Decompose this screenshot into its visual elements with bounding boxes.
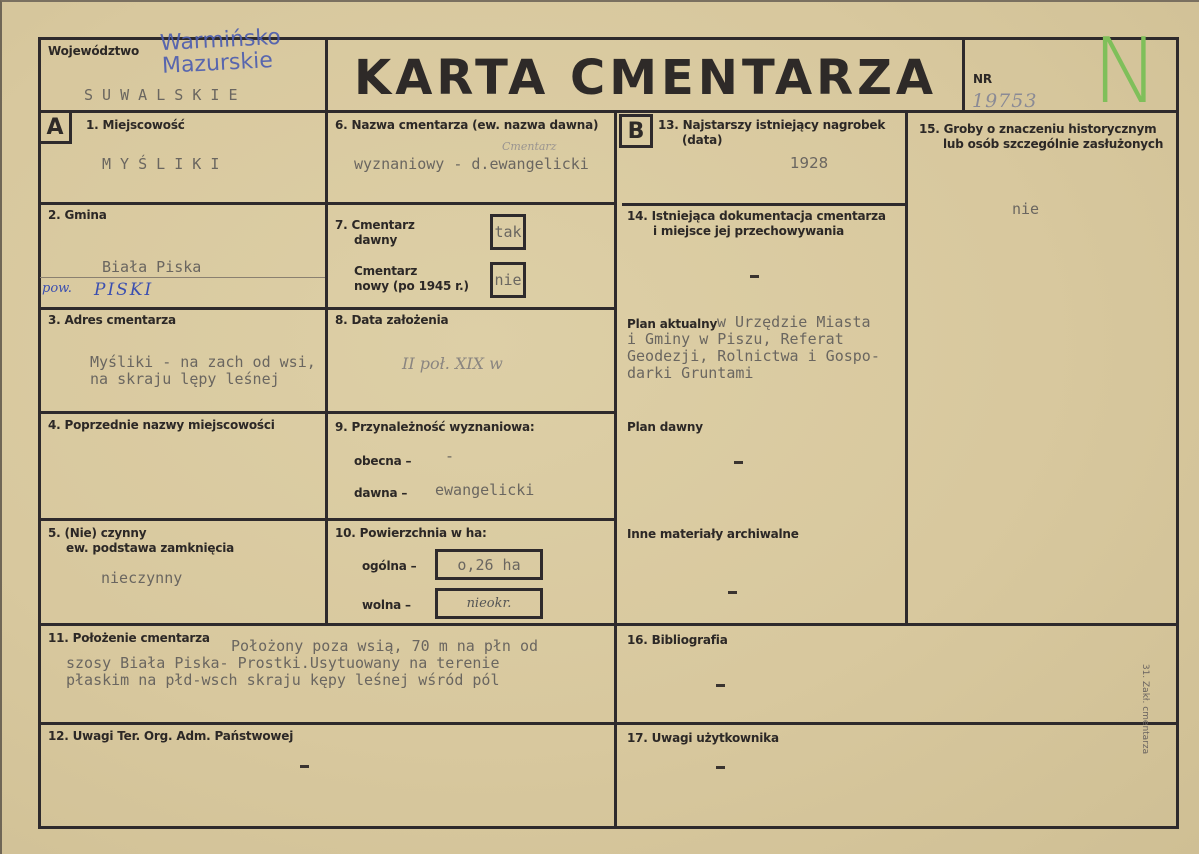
field8-label: 8. Data założenia bbox=[335, 313, 449, 327]
field10-free-box: nieokr. bbox=[435, 588, 543, 619]
field2-label: 2. Gmina bbox=[48, 208, 107, 222]
nr-value: 19753 bbox=[972, 90, 1038, 112]
field9-former-value: ewangelicki bbox=[435, 481, 535, 499]
field14-label-line2: i miejsce jej przechowywania bbox=[653, 224, 845, 238]
field15-label-line2: lub osób szczególnie zasłużonych bbox=[943, 137, 1164, 151]
frame-left bbox=[38, 37, 41, 829]
wojewodztwo-value: S U W A L S K I E bbox=[84, 86, 238, 104]
field6-handwritten-note: Cmentarz bbox=[502, 140, 557, 153]
field7-label-new-line1: Cmentarz bbox=[354, 264, 418, 278]
field9-current-value: - bbox=[445, 447, 455, 465]
plan-current-line3: Geodezji, Rolnictwa i Gospo- bbox=[627, 347, 880, 365]
field5-label-line1: 5. (Nie) czynny bbox=[48, 526, 147, 540]
field7-label-old-line2: dawny bbox=[354, 233, 398, 247]
field7-old-box: tak bbox=[490, 214, 526, 250]
field13-label-line2: (data) bbox=[682, 133, 723, 147]
col-3-4 bbox=[905, 110, 908, 626]
field1-label: 1. Miejscowość bbox=[86, 118, 185, 132]
field16-dash bbox=[716, 684, 725, 687]
field5-label-line2: ew. podstawa zamknięcia bbox=[66, 541, 235, 555]
col-2-3 bbox=[614, 110, 617, 828]
col-1-2 bbox=[325, 110, 328, 626]
field17-label: 17. Uwagi użytkownika bbox=[627, 731, 779, 745]
plan-current-line2: i Gminy w Piszu, Referat bbox=[627, 330, 844, 348]
field6-value: wyznaniowy - d.ewangelicki bbox=[354, 155, 589, 173]
field15-label-line1: 15. Groby o znaczeniu historycznym bbox=[919, 122, 1157, 136]
field3-value-line2: na skraju lępy leśnej bbox=[90, 370, 280, 388]
field6-label: 6. Nazwa cmentarza (ew. nazwa dawna) bbox=[335, 118, 599, 132]
plan-old-label: Plan dawny bbox=[627, 420, 703, 434]
field2-value: Biała Piska bbox=[102, 258, 202, 276]
field7-new-box: nie bbox=[490, 262, 526, 298]
field12-dash bbox=[300, 765, 309, 768]
frame-right bbox=[1176, 37, 1179, 829]
stamp-line1: Warmińsko bbox=[159, 24, 282, 57]
field10-label: 10. Powierzchnia w ha: bbox=[335, 526, 487, 540]
field10-total-label: ogólna – bbox=[362, 559, 417, 573]
field8-value: II poł. XIX w bbox=[402, 354, 503, 373]
page-title: KARTA CMENTARZA bbox=[354, 50, 938, 106]
field9-former-label: dawna – bbox=[354, 486, 408, 500]
field11-label: 11. Położenie cmentarza bbox=[48, 631, 210, 645]
field10-total-box: o,26 ha bbox=[435, 549, 543, 580]
field13-label-line1: 13. Najstarszy istniejący nagrobek bbox=[658, 118, 886, 132]
field10-free-label: wolna – bbox=[362, 598, 411, 612]
field9-current-label: obecna – bbox=[354, 454, 412, 468]
field5-value: nieczynny bbox=[101, 569, 183, 587]
field11-value-line3: płaskim na płd-wsch skraju kępy leśnej wśród pól bbox=[66, 671, 500, 689]
row-mid bbox=[38, 623, 1179, 626]
field2-handwritten-prefix: pow. bbox=[42, 281, 72, 296]
field11-value-line1: Położony poza wsią, 70 m na płn od bbox=[231, 637, 539, 655]
field3-label: 3. Adres cmentarza bbox=[48, 313, 176, 327]
plan-current-label: Plan aktualny bbox=[627, 317, 718, 331]
field2-handwritten-value: PISKI bbox=[94, 280, 154, 300]
header-col2 bbox=[962, 37, 965, 112]
field11-value-line2: szosy Biała Piska- Prostki.Usytuowany na terenie bbox=[66, 654, 500, 672]
field15-value: nie bbox=[1012, 200, 1040, 218]
plan-current-line4: darki Gruntami bbox=[627, 364, 754, 382]
printer-mark: 31. Zakł. cmentarza bbox=[1140, 663, 1150, 755]
field7-label-new-line2: nowy (po 1945 r.) bbox=[354, 279, 469, 293]
field7-label-old-line1: 7. Cmentarz bbox=[335, 218, 415, 232]
stamp-line2: Mazurskie bbox=[161, 48, 274, 79]
field14-label-line1: 14. Istniejąca dokumentacja cmentarza bbox=[627, 209, 886, 223]
row-lower bbox=[38, 722, 1179, 725]
field13-value: 1928 bbox=[790, 154, 829, 172]
field9-label: 9. Przynależność wyznaniowa: bbox=[335, 420, 535, 434]
row-a-3 bbox=[38, 411, 616, 414]
field17-dash bbox=[716, 766, 725, 769]
row-a-2 bbox=[38, 307, 616, 310]
other-materials-dash bbox=[728, 591, 737, 594]
plan-old-dash bbox=[734, 461, 743, 464]
field14-dash bbox=[750, 275, 759, 278]
section-b-badge: B bbox=[619, 114, 653, 148]
row-a-4 bbox=[38, 518, 616, 521]
underline-gmina bbox=[40, 277, 325, 278]
field1-value: M Y Ś L I K I bbox=[102, 155, 220, 173]
other-materials-label: Inne materiały archiwalne bbox=[627, 527, 799, 541]
nr-label: NR bbox=[973, 72, 992, 86]
wojewodztwo-label: Województwo bbox=[48, 44, 140, 58]
field3-value-line1: Myśliki - na zach od wsi, bbox=[90, 353, 316, 371]
row-b-13 bbox=[622, 203, 907, 206]
field12-label: 12. Uwagi Ter. Org. Adm. Państwowej bbox=[48, 729, 294, 743]
green-mark: N bbox=[1092, 19, 1160, 124]
row-a-1 bbox=[38, 202, 616, 205]
frame-bottom bbox=[38, 826, 1179, 829]
field16-label: 16. Bibliografia bbox=[627, 633, 728, 647]
plan-current-line1: w Urzędzie Miasta bbox=[717, 313, 871, 331]
field4-label: 4. Poprzednie nazwy miejscowości bbox=[48, 418, 275, 432]
header-col1 bbox=[325, 37, 328, 112]
section-a-badge: A bbox=[38, 110, 72, 144]
